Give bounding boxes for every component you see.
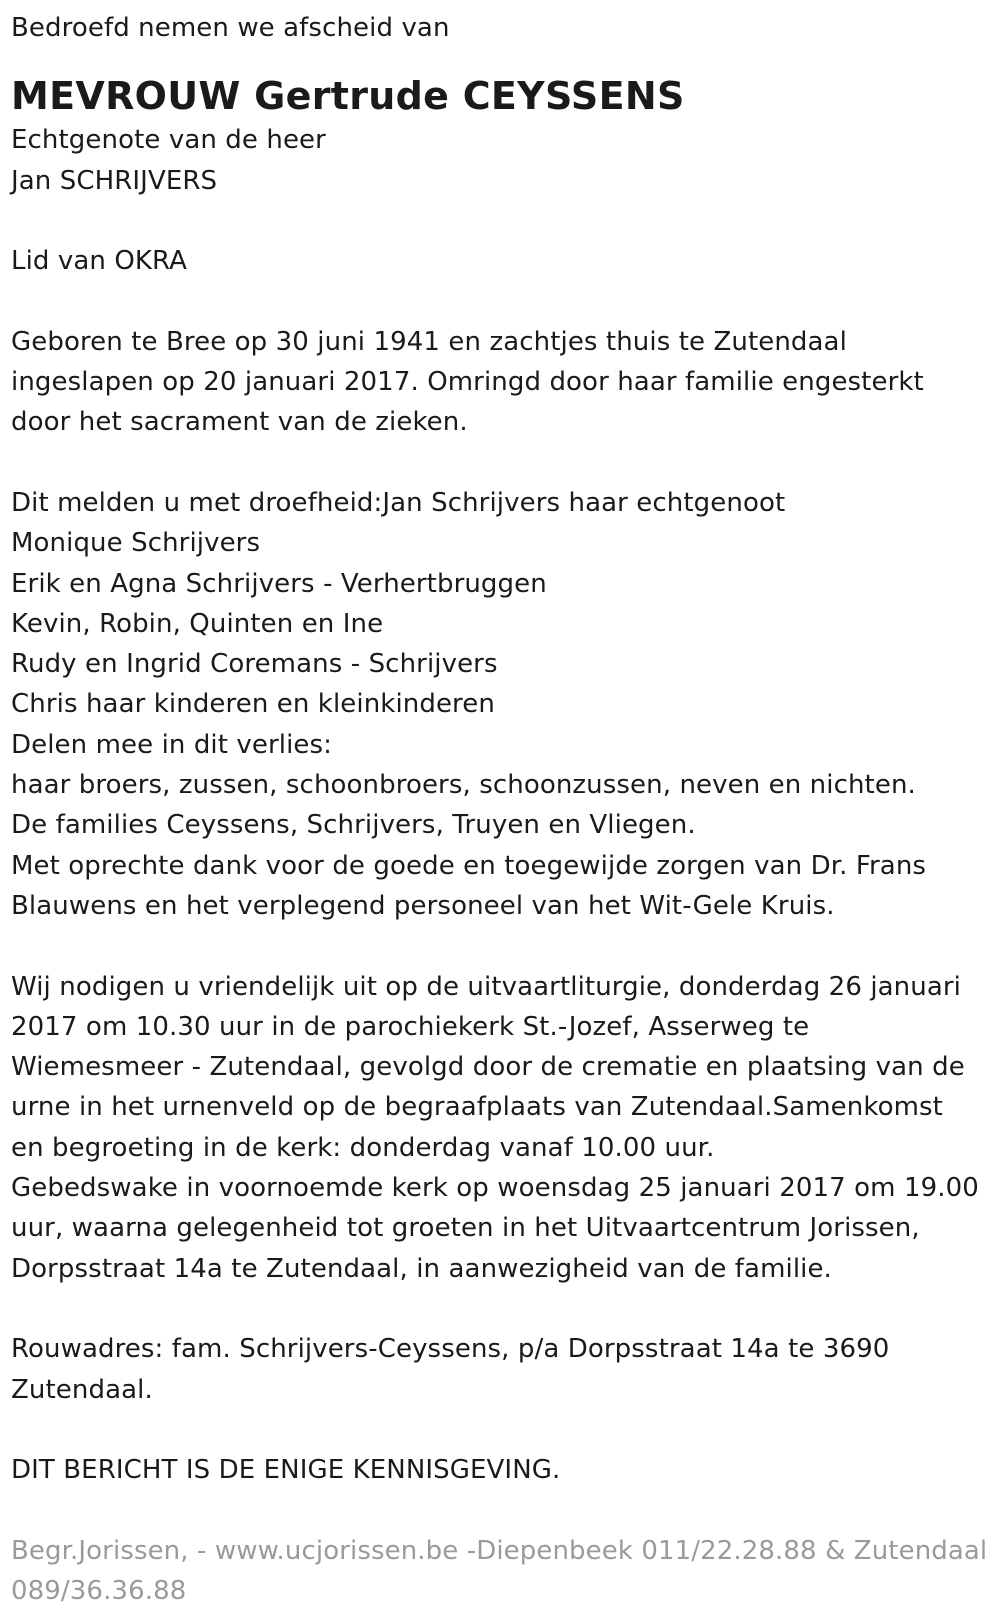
- family-line: De families Ceyssens, Schrijvers, Truyen en Vliegen.: [11, 810, 696, 841]
- spouse-line: Jan SCHRIJVERS: [11, 165, 218, 196]
- footer-line: Begr.Jorissen, - www.ucjorissen.be -Diepenbeek 011/22.28.88 & Zutendaal: [11, 1535, 988, 1566]
- funeral-line: en begroeting in de kerk: donderdag vanaf 10.00 uur.: [11, 1132, 715, 1163]
- family-line: Blauwens en het verplegend personeel van het Wit-Gele Kruis.: [11, 890, 835, 921]
- family-line: haar broers, zussen, schoonbroers, schoonzussen, neven en nichten.: [11, 770, 916, 801]
- funeral-block: [11, 967, 1000, 1289]
- funeral-line: Wij nodigen u vriendelijk uit op de uitvaartliturgie, donderdag 26 januari: [11, 971, 961, 1002]
- spacer: [11, 1289, 1000, 1329]
- funeral-line: 2017 om 10.30 uur in de parochiekerk St.-Jozef, Asserweg te: [11, 1011, 810, 1042]
- paragraph-line: Geboren te Bree op 30 juni 1941 en zachtjes thuis te Zutendaal: [11, 326, 847, 357]
- family-line: Met oprechte dank voor de goede en toegewijde zorgen van Dr. Frans: [11, 850, 927, 881]
- spouse-block: [11, 120, 1000, 201]
- family-line: Chris haar kinderen en kleinkinderen: [11, 689, 495, 720]
- spacer: [11, 1490, 1000, 1530]
- spacer: [11, 926, 1000, 966]
- membership-text: Lid van OKRA: [11, 246, 188, 277]
- family-line: Dit melden u met droefheid:Jan Schrijvers haar echtgenoot: [11, 487, 786, 518]
- funeral-line: Dorpsstraat 14a te Zutendaal, in aanwezigheid van de familie.: [11, 1253, 832, 1284]
- family-line: Erik en Agna Schrijvers - Verhertbruggen: [11, 568, 547, 599]
- funeral-line: urne in het urnenveld op de begraafplaats van Zutendaal.Samenkomst: [11, 1092, 943, 1123]
- funeral-line: Gebedswake in voornoemde kerk op woensdag 25 januari 2017 om 19.00: [11, 1173, 979, 1204]
- spacer: [11, 201, 1000, 241]
- address-line: Zutendaal.: [11, 1374, 153, 1405]
- spacer: [11, 281, 1000, 321]
- footer: [11, 1531, 1000, 1612]
- spacer: [11, 443, 1000, 483]
- family-block: [11, 483, 1000, 926]
- notice-text: DIT BERICHT IS DE ENIGE KENNISGEVING.: [11, 1455, 561, 1486]
- family-line: Kevin, Robin, Quinten en Ine: [11, 608, 384, 639]
- birth-death-block: [11, 322, 1000, 443]
- address-block: [11, 1329, 1000, 1410]
- funeral-line: Wiemesmeer - Zutendaal, gevolgd door de crematie en plaatsing van de: [11, 1052, 965, 1083]
- address-line: Rouwadres: fam. Schrijvers-Ceyssens, p/a Dorpsstraat 14a te 3690: [11, 1334, 890, 1365]
- paragraph-line: ingeslapen op 20 januari 2017. Omringd door haar familie engesterkt: [11, 367, 924, 398]
- family-line: Monique Schrijvers: [11, 528, 261, 559]
- intro-text: Bedroefd nemen we afscheid van: [11, 13, 450, 43]
- spouse-line: Echtgenote van de heer: [11, 125, 326, 156]
- family-line: Delen mee in dit verlies:: [11, 729, 333, 760]
- funeral-line: uur, waarna gelegenheid tot groeten in het Uitvaartcentrum Jorissen,: [11, 1213, 920, 1244]
- footer-line: 089/36.36.88: [11, 1575, 187, 1606]
- spacer: [11, 1410, 1000, 1450]
- family-line: Rudy en Ingrid Coremans - Schrijvers: [11, 649, 498, 680]
- paragraph-line: door het sacrament van de zieken.: [11, 407, 468, 438]
- deceased-name: MEVROUW Gertrude CEYSSENS: [11, 74, 685, 119]
